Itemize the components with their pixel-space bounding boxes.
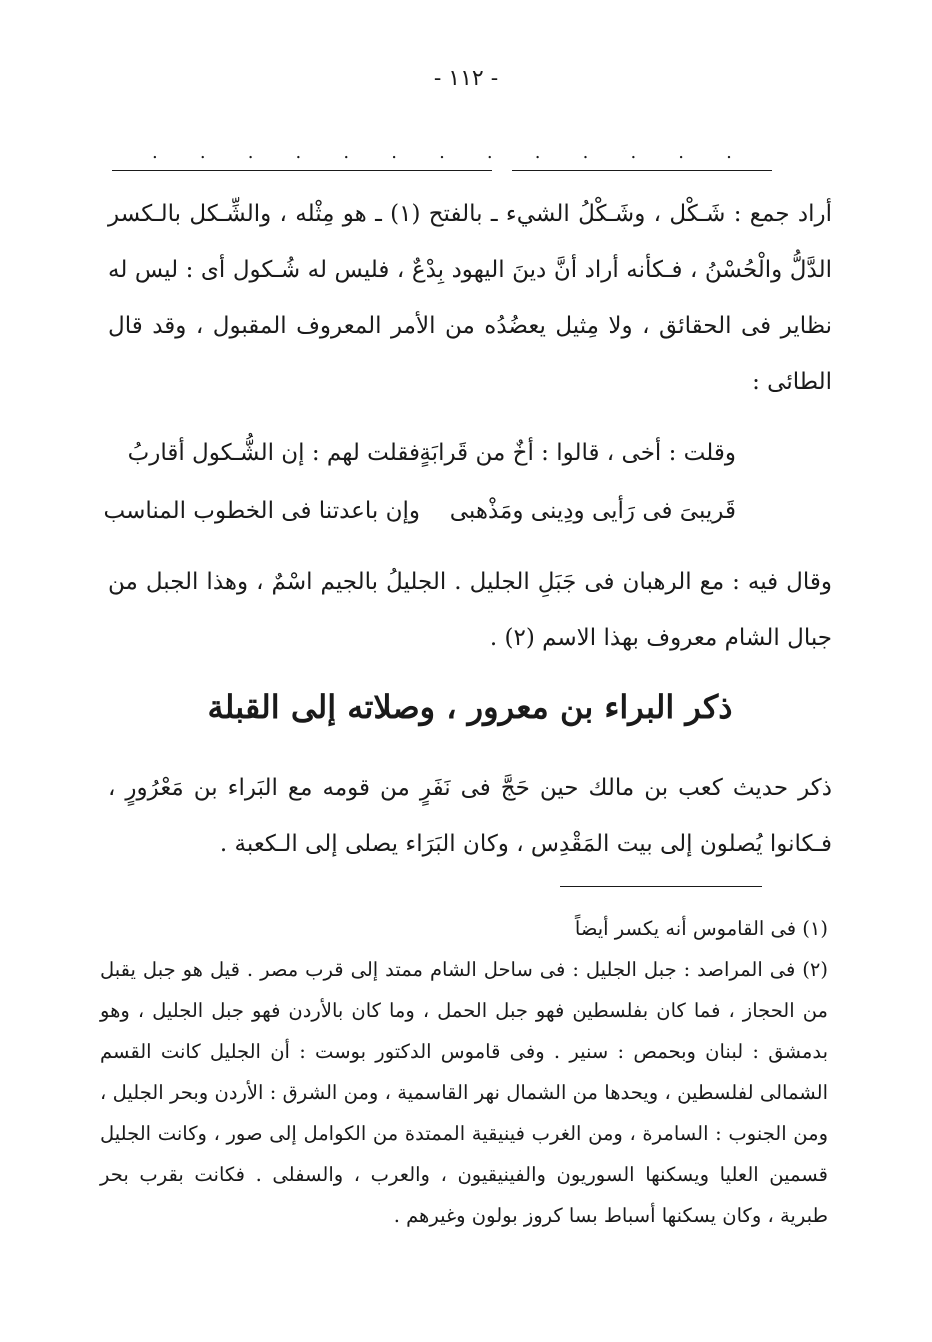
intro-text: أراد جمع : شَـكْل ، وشَـكْلُ الشيء ـ بالفتح (١) ـ هو مِثْله ، والشِّـكل بالـكسر الدَّلُّ والْحُسْنُ ، فـكأنه أراد أنَّ دينَ اليهود بِدْعٌ ، فليس له شُـكول أى : ليس له نظاير فى الحقائق ، ولا مِثيل يعضُدُه من الأمر المعروف المقبول ، وقد قال الطائى : <box>108 201 832 395</box>
section-heading: ذكر البراء بن معرور ، وصلاته إلى القبلة <box>207 688 733 726</box>
header-dotted-rule <box>112 142 772 180</box>
footnote-separator <box>560 886 762 887</box>
footnote-1: (١) فى القاموس أنه يكسر أيضاً <box>574 917 828 940</box>
after-verse-paragraph <box>108 554 832 666</box>
section-body-text: ذكر حديث كعب بن مالك حين حَجَّ فى نَفَرٍ من قومه مع البَراء بن مَعْرُورٍ ، فـكانوا يُصلون إلى بيت المَقْدِس ، وكان البَرَاء يصلى إلى الـكعبة . <box>108 775 832 857</box>
footnotes <box>100 908 828 1236</box>
header-dots: . . . . . . . . . . . . . <box>152 142 732 163</box>
intro-paragraph <box>108 186 832 410</box>
verse-line-2 <box>103 482 736 540</box>
poem-verses <box>103 424 736 540</box>
after-verse-text: وقال فيه : مع الرهبان فى جَبَلِ الجليل . الجليلُ بالجيم اسْمٌ ، وهذا الجبل من جبال الشام معروف بهذا الاسم (٢) . <box>108 569 832 651</box>
verse-1-first-hemistich: وقلت : أخى ، قالوا : أخٌ من قَرابَةٍ <box>419 440 736 466</box>
header-rule-right <box>512 170 772 171</box>
verse-line-1 <box>127 424 736 482</box>
footnote-2: (٢) فى المراصد : جبل الجليل : فى ساحل الشام ممتد إلى قرب مصر . قيل هو جبل يقبل من الحجاز ، فما كان بفلسطين فهو جبل الحمل ، وما كان بالأردن فهو جبل الجليل ، وهو بدمشق : لبنان وبحمص : سنير . وفى قاموس الدكتور بوست : أن الجليل كانت القسم الشمالى لفلسطين ، ويحدها من الشمال نهر القاسمية ، ومن الشرق : الأردن وبحر الجليل ، ومن الجنوب : السامرة ، ومن الغرب فينيقية الممتدة من الكوامل إلى صور ، وكانت الجليل قسمين العليا ويسكنها السوريون والفينيقيون ، والعرب ، والسفلى . فكانت بقرب بحر طبرية ، وكان يسكنها أسباط بسا كروز بولون وغيرهم . <box>100 958 828 1227</box>
header-rule-left <box>112 170 492 171</box>
page-number: - ١١٢ - <box>433 66 499 91</box>
section-body-paragraph <box>108 760 832 872</box>
verse-1-second-hemistich: فقلت لهم : إن الشُّـكول أقاربُ <box>127 440 420 466</box>
verse-2-second-hemistich: وإن باعدتنا فى الخطوب المناسب <box>103 498 420 524</box>
verse-2-first-hemistich: قَريبىَ فى رَأيى ودِينى ومَذْهبى <box>449 498 736 524</box>
